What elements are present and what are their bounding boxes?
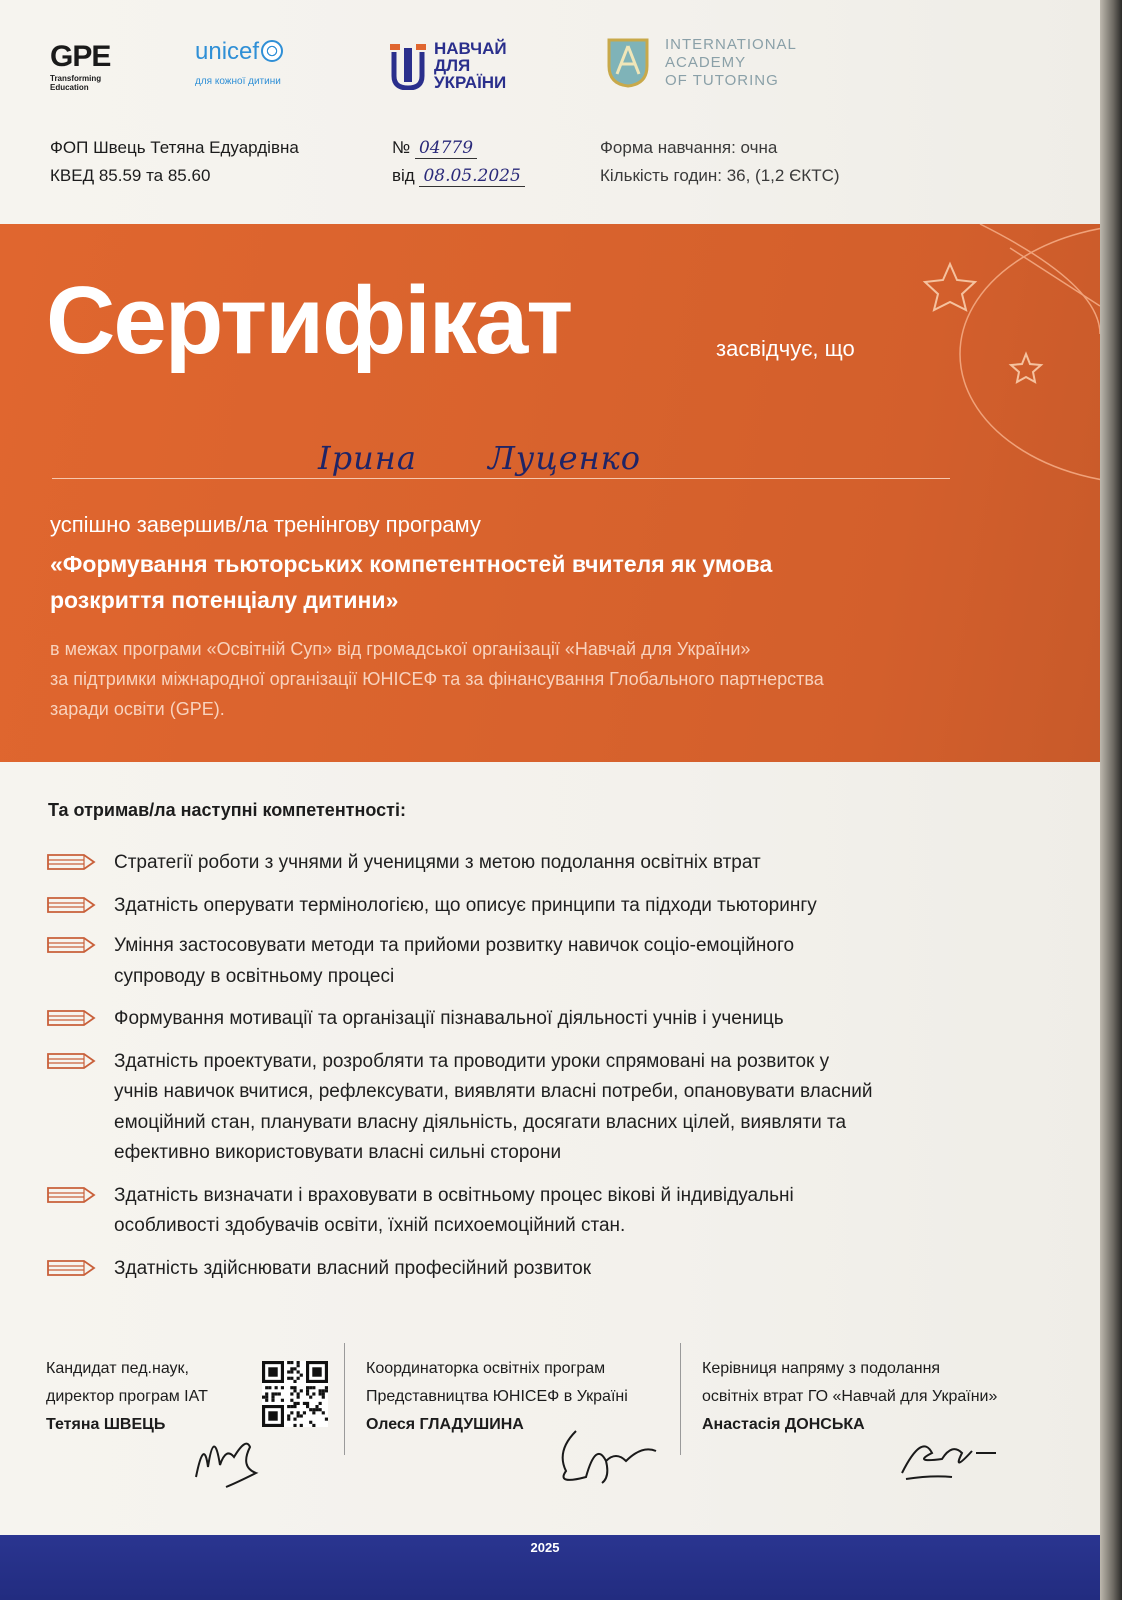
pencil-icon	[46, 1051, 96, 1071]
completed-text: успішно завершив/ла тренінгову програму	[50, 512, 481, 537]
certificate-number: 04779	[415, 138, 477, 159]
table-edge	[1100, 0, 1122, 1600]
signer1-title-line2: директор програм IAT	[46, 1388, 208, 1405]
competence-line: ефективно використовувати власні сильні сторони	[114, 1142, 562, 1163]
competence-line: Здатність здійснювати власний професійний розвиток	[114, 1257, 592, 1279]
competence-line: супроводу в освітньому процесі	[114, 965, 395, 987]
navchai-line1: НАВЧАЙ	[434, 39, 507, 58]
gpe-tagline-2: Education	[50, 83, 89, 92]
meta-row	[50, 134, 910, 194]
competences-list	[46, 848, 986, 1284]
context-line2: за підтримки міжнародної організації ЮНІСЕФ та за фінансування Глобального партнерства	[50, 669, 824, 689]
iat-emblem-icon	[605, 36, 651, 88]
issuer-kved: КВЕД 85.59 та 85.60	[50, 166, 211, 185]
signature-divider-1	[344, 1343, 345, 1455]
signer3-name: Анастасія ДОНСЬКА	[702, 1416, 865, 1433]
competence-item	[46, 1047, 986, 1169]
competence-line: Формування мотивації та організації пізнавальної діяльності учнів і учениць	[114, 1008, 784, 1029]
issue-date: 08.05.2025	[419, 166, 524, 187]
name-underline	[52, 478, 950, 479]
pencil-icon	[46, 895, 96, 915]
signature-row	[46, 1355, 1056, 1495]
competence-line: Уміння застосовувати методи та прийоми розвитку навичок соціо-емоційного	[114, 935, 795, 956]
competence-item	[46, 1004, 986, 1035]
footer-year: 2025	[530, 1540, 560, 1555]
competence-line: особливості здобувачів освіти, їхній психоемоційний стан.	[114, 1215, 626, 1236]
iat-line3: OF TUTORING	[665, 72, 779, 89]
signature-scrawl-2	[546, 1421, 666, 1487]
certificate-title: Сертифікат	[46, 267, 572, 374]
study-hours: Кількість годин: 36, (1,2 ЄКТС)	[600, 166, 840, 185]
signer2-title-line2: Представництва ЮНІСЕФ в Україні	[366, 1388, 628, 1405]
unicef-wordmark: unicef	[195, 38, 260, 65]
iat-line2: ACADEMY	[665, 54, 747, 71]
pencil-icon	[46, 1185, 96, 1205]
competence-item	[46, 891, 986, 922]
pencil-icon	[46, 1008, 96, 1028]
pencil-icon	[46, 935, 96, 955]
gpe-tagline-1: Transforming	[50, 74, 102, 83]
competence-line: учнів навичок вчитися, рефлексувати, виявляти власні потреби, опановувати власний	[114, 1081, 873, 1102]
study-form: Форма навчання: очна	[600, 138, 778, 157]
number-label: №	[392, 138, 411, 157]
competence-item	[46, 1181, 986, 1242]
competence-line: Здатність оперувати термінологією, що описує принципи та підходи тьюторингу	[114, 894, 817, 916]
context-line1: в межах програми «Освітній Суп» від громадської організації «Навчай для України»	[50, 639, 751, 659]
issuer-name: ФОП Швець Тетяна Едуардівна	[50, 138, 299, 157]
navchai-emblem-icon	[390, 42, 426, 90]
signer2-title-line1: Координаторка освітніх програм	[366, 1360, 606, 1377]
iat-line1: INTERNATIONAL	[665, 36, 797, 53]
gpe-mark: GPE	[50, 40, 111, 73]
navchai-line3: УКРАЇНИ	[434, 73, 507, 92]
signer3-title-line2: освітніх втрат ГО «Навчай для України»	[702, 1388, 998, 1405]
program-title-line2: розкриття потенціалу дитини»	[50, 587, 399, 613]
pencil-icon	[46, 852, 96, 872]
context-line3: заради освіти (GPE).	[50, 699, 225, 719]
competence-line: Здатність проектувати, розробляти та проводити уроки спрямовані на розвиток у	[114, 1050, 830, 1072]
signature-scrawl-1	[186, 1417, 266, 1489]
competence-line: Стратегії роботи з учнями й ученицями з метою подолання освітніх втрат	[114, 852, 761, 873]
pencil-icon	[46, 1258, 96, 1278]
unicef-tagline: для кожної дитини	[195, 76, 281, 87]
navchai-line2: ДЛЯ	[434, 56, 471, 75]
competence-item	[46, 1254, 986, 1285]
program-title-line1: «Формування тьюторських компетентностей вчителя як умова	[50, 551, 773, 577]
competence-item	[46, 931, 986, 992]
signer3-title-line1: Керівниця напряму з подолання	[702, 1360, 941, 1377]
signer1-title-line1: Кандидат пед.наук,	[46, 1360, 189, 1377]
signer1-name: Тетяна ШВЕЦЬ	[46, 1416, 166, 1433]
program-context	[50, 634, 1010, 724]
certifies-text: засвідчує, що	[716, 336, 855, 361]
unicef-logo	[195, 38, 325, 87]
program-title	[50, 546, 950, 618]
recipient-name: Ірина Луценко	[318, 439, 642, 477]
competences-heading: Та отримав/ла наступні компетентності:	[48, 800, 406, 820]
competence-item	[46, 848, 986, 879]
qr-code-icon	[262, 1361, 328, 1427]
date-label: від	[392, 166, 415, 185]
signature-scrawl-3	[892, 1423, 1002, 1485]
globe-icon	[261, 40, 283, 62]
signature-divider-2	[680, 1343, 681, 1455]
gpe-logo	[50, 42, 130, 92]
competence-line: емоційний стан, планувати власну діяльність, досягати власних цілей, виявляти та	[114, 1111, 847, 1133]
competence-line: Здатність визначати і враховувати в освітньому процес вікові й індивідуальні	[114, 1184, 794, 1206]
certificate-banner	[0, 224, 1100, 762]
signer2-name: Олеся ГЛАДУШИНА	[366, 1416, 524, 1433]
logo-row	[50, 36, 850, 106]
